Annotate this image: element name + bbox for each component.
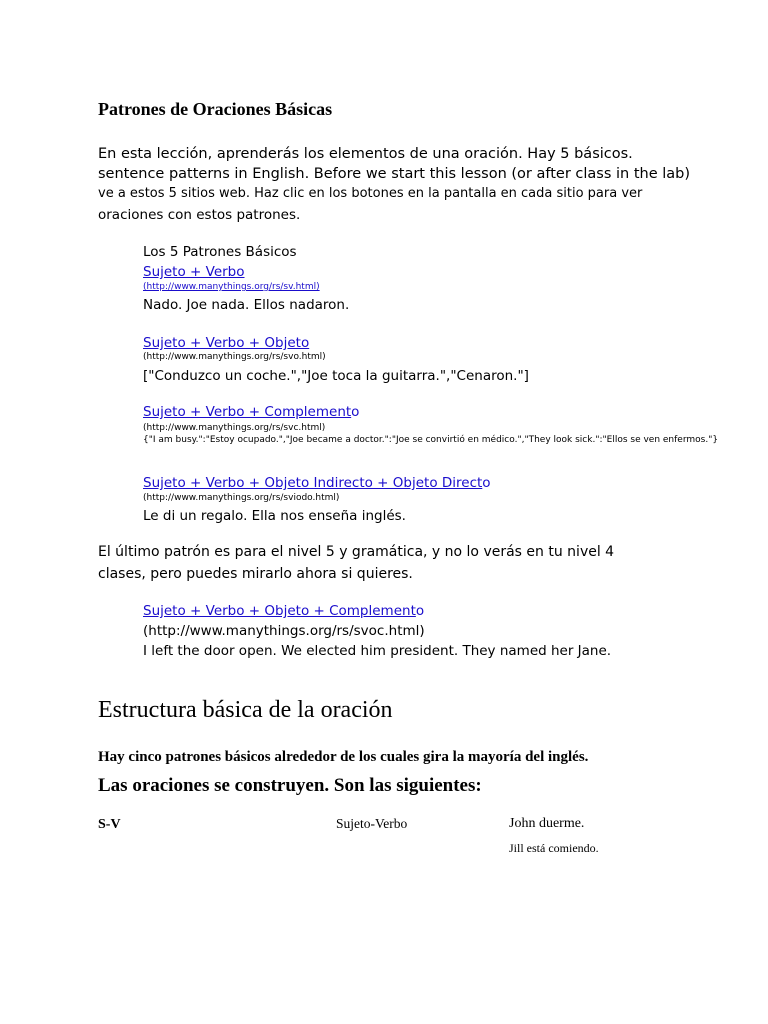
pattern-link-sv[interactable]: Sujeto + Verbo: [143, 264, 245, 280]
pattern-example: Le di un regalo. Ella nos enseña inglés.: [143, 508, 406, 524]
table-cell-pattern-code: S-V: [98, 817, 121, 832]
pattern-item-svc: [143, 404, 359, 420]
section-paragraph: Las oraciones se construyen. Son las siguientes:: [98, 775, 482, 796]
pattern-example: Nado. Joe nada. Ellos nadaron.: [143, 297, 350, 313]
pattern-link-tail: o: [351, 404, 360, 420]
pattern-example: {"I am busy.":"Estoy ocupado.","Joe became a doctor.":"Joe se convirtió en médico.","They look sick.":"Ellos se ven enfermos."}: [143, 435, 719, 445]
section-title: Estructura básica de la oración: [98, 697, 393, 723]
intro-line: oraciones con estos patrones.: [98, 207, 301, 223]
intro-line: En esta lección, aprenderás los elementos de una oración. Hay 5 básicos.: [98, 146, 633, 162]
pattern-url: (http://www.manythings.org/rs/svoc.html): [143, 623, 425, 639]
intro-line: sentence patterns in English. Before we start this lesson (or after class in the lab): [98, 166, 691, 182]
pattern-url-link-sv[interactable]: (http://www.manythings.org/rs/sv.html): [143, 282, 320, 292]
pattern-url: (http://www.manythings.org/rs/svc.html): [143, 423, 326, 433]
table-cell-example: John duerme.: [509, 816, 585, 831]
pattern-link-svo[interactable]: Sujeto + Verbo + Objeto: [143, 335, 310, 351]
pattern-link-tail: o: [415, 603, 425, 619]
pattern-item-sviodo: [143, 475, 491, 491]
note-line: El último patrón es para el nivel 5 y gramática, y no lo verás en tu nivel 4: [98, 544, 615, 560]
pattern-item-svoc: [143, 603, 424, 619]
pattern-item-sv: [143, 264, 245, 280]
pattern-link-sviodo[interactable]: Sujeto + Verbo + Objeto Indirecto + Objeto Direct: [143, 475, 483, 491]
patterns-heading: Los 5 Patrones Básicos: [143, 244, 297, 260]
pattern-link-svc[interactable]: Sujeto + Verbo + Complement: [143, 404, 352, 420]
pattern-example: ["Conduzco un coche.","Joe toca la guitarra.","Cenaron."]: [143, 368, 529, 384]
table-cell-example: Jill está comiendo.: [509, 841, 599, 855]
pattern-link-tail: o: [482, 475, 491, 491]
pattern-link-svoc[interactable]: Sujeto + Verbo + Objeto + Complement: [143, 603, 416, 619]
section-paragraph: Hay cinco patrones básicos alrededor de los cuales gira la mayoría del inglés.: [98, 749, 589, 765]
intro-line: ve a estos 5 sitios web. Haz clic en los botones en la pantalla en cada sitio para ver: [98, 186, 643, 201]
pattern-url: (http://www.manythings.org/rs/sviodo.html): [143, 493, 340, 503]
pattern-item-svo: [143, 335, 309, 351]
pattern-url: (http://www.manythings.org/rs/svo.html): [143, 352, 326, 362]
pattern-example: I left the door open. We elected him president. They named her Jane.: [143, 643, 612, 659]
table-cell-pattern-label: Sujeto-Verbo: [336, 816, 408, 831]
pattern-url: [143, 282, 320, 292]
note-line: clases, pero puedes mirarlo ahora si quieres.: [98, 566, 413, 582]
document-title: Patrones de Oraciones Básicas: [98, 99, 333, 119]
